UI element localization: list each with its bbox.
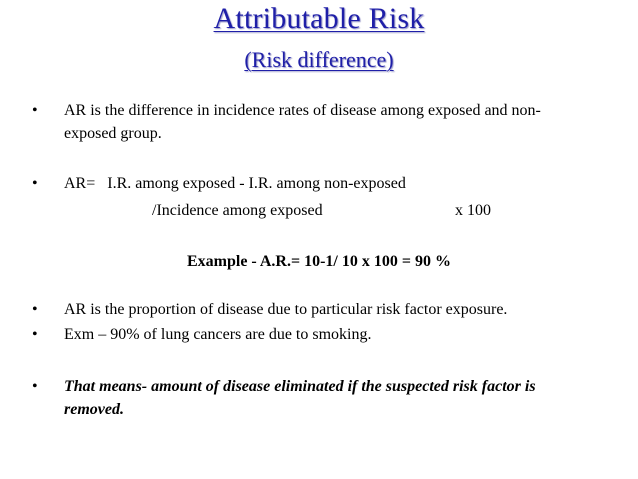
bullet-5-line-2: removed. — [64, 401, 124, 418]
bullet-1-line-2: exposed group. — [64, 125, 162, 142]
formula-line-1: AR= I.R. among exposed - I.R. among non-exposed — [64, 175, 406, 192]
example-line: Example - A.R.= 10-1/ 10 x 100 = 90 % — [186, 253, 451, 270]
slide-title: Attributable Risk — [213, 2, 425, 35]
formula-multiplier: x 100 — [455, 202, 491, 219]
slide-subtitle: (Risk difference) — [244, 47, 394, 72]
bullet-1-line-1: AR is the difference in incidence rates of disease among exposed and non- — [64, 102, 541, 119]
bullet-4-line-1: Exm – 90% of lung cancers are due to smoking. — [64, 326, 372, 343]
bullet-marker: • — [32, 326, 38, 343]
bullet-5-line-1: That means- amount of disease eliminated if the suspected risk factor is — [64, 378, 536, 395]
bullet-3-line-1: AR is the proportion of disease due to particular risk factor exposure. — [64, 301, 508, 318]
formula-denominator: /Incidence among exposed — [152, 202, 323, 219]
bullet-marker: • — [32, 102, 38, 119]
bullet-marker: • — [32, 175, 38, 192]
bullet-marker: • — [32, 378, 38, 395]
bullet-marker: • — [32, 301, 38, 318]
